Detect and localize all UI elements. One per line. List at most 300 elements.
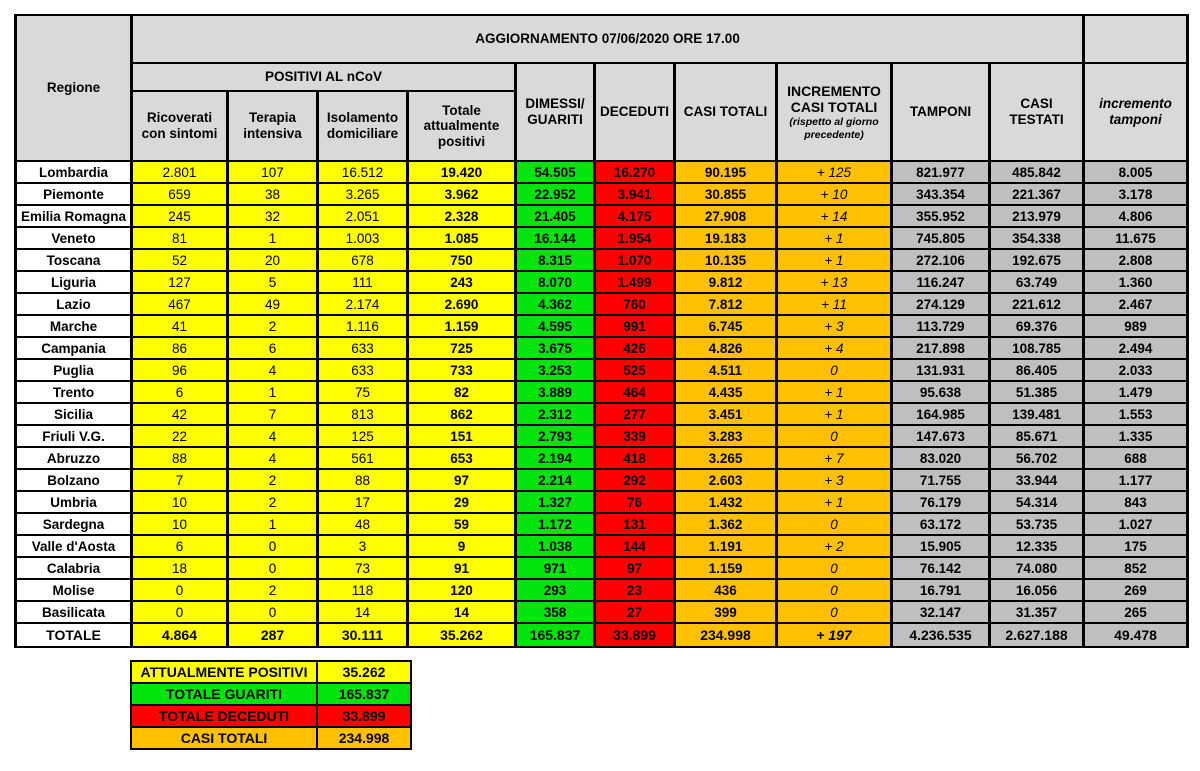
region-label: Abruzzo xyxy=(16,447,132,469)
cell-deceduti: 292 xyxy=(595,469,675,491)
cell-isolamento-domiciliare: 17 xyxy=(318,491,408,513)
cell-deceduti: 1.954 xyxy=(595,227,675,249)
cell-dimessi-guariti: 2.312 xyxy=(516,403,595,425)
cell-dimessi-guariti: 2.214 xyxy=(516,469,595,491)
cell-ricoverati-sintomi: 41 xyxy=(132,315,228,337)
cell-isolamento-domiciliare: 88 xyxy=(318,469,408,491)
table-row xyxy=(16,381,1188,403)
table-row xyxy=(16,491,1188,513)
cell-casi-totali: 19.183 xyxy=(675,227,777,249)
cell-tamponi: 272.106 xyxy=(892,249,990,271)
cell-terapia-intensiva: 38 xyxy=(228,183,318,205)
cell-ricoverati-sintomi: 10 xyxy=(132,513,228,535)
cell-terapia-intensiva: 0 xyxy=(228,601,318,623)
region-label: Basilicata xyxy=(16,601,132,623)
cell-dimessi-guariti: 358 xyxy=(516,601,595,623)
cell-casi-testati: 86.405 xyxy=(990,359,1084,381)
cell-terapia-intensiva: 4 xyxy=(228,447,318,469)
cell-ricoverati-sintomi: 0 xyxy=(132,579,228,601)
cell-casi-totali: 1.362 xyxy=(675,513,777,535)
cell-incremento-tamponi: 175 xyxy=(1084,535,1188,557)
cell-tamponi: 15.905 xyxy=(892,535,990,557)
table-row xyxy=(16,205,1188,227)
table-row xyxy=(16,579,1188,601)
cell-deceduti: 426 xyxy=(595,337,675,359)
table-row xyxy=(16,315,1188,337)
cell-dimessi-guariti: 165.837 xyxy=(516,623,595,647)
cell-incremento-tamponi: 8.005 xyxy=(1084,161,1188,183)
cell-casi-testati: 2.627.188 xyxy=(990,623,1084,647)
cell-terapia-intensiva: 7 xyxy=(228,403,318,425)
summary-label-attualmente-positivi: ATTUALMENTE POSITIVI xyxy=(131,661,317,683)
cell-dimessi-guariti: 3.889 xyxy=(516,381,595,403)
cell-tamponi: 343.354 xyxy=(892,183,990,205)
cell-incremento-casi: + 3 xyxy=(777,469,892,491)
cell-totale-positivi: 9 xyxy=(408,535,516,557)
region-label: Lombardia xyxy=(16,161,132,183)
column-header-tamponi: TAMPONI xyxy=(892,63,990,161)
cell-ricoverati-sintomi: 2.801 xyxy=(132,161,228,183)
incremento-casi-title: INCREMENTO CASI TOTALI xyxy=(787,82,881,115)
cell-casi-testati: 12.335 xyxy=(990,535,1084,557)
cell-ricoverati-sintomi: 0 xyxy=(132,601,228,623)
table-row xyxy=(16,359,1188,381)
column-header-dimessi-guariti: DIMESSI/ GUARITI xyxy=(516,63,595,161)
cell-deceduti: 991 xyxy=(595,315,675,337)
cell-incremento-tamponi: 2.033 xyxy=(1084,359,1188,381)
cell-dimessi-guariti: 2.793 xyxy=(516,425,595,447)
cell-totale-positivi: 1.085 xyxy=(408,227,516,249)
summary-label-totale-guariti: TOTALE GUARITI xyxy=(131,683,317,705)
cell-incremento-casi: 0 xyxy=(777,513,892,535)
cell-dimessi-guariti: 54.505 xyxy=(516,161,595,183)
cell-deceduti: 760 xyxy=(595,293,675,315)
cell-dimessi-guariti: 8.315 xyxy=(516,249,595,271)
cell-isolamento-domiciliare: 2.051 xyxy=(318,205,408,227)
cell-dimessi-guariti: 1.172 xyxy=(516,513,595,535)
cell-totale-positivi: 91 xyxy=(408,557,516,579)
column-header-deceduti: DECEDUTI xyxy=(595,63,675,161)
summary-row-totale-deceduti xyxy=(131,705,411,727)
cell-tamponi: 95.638 xyxy=(892,381,990,403)
table-row xyxy=(16,249,1188,271)
cell-terapia-intensiva: 49 xyxy=(228,293,318,315)
cell-tamponi: 83.020 xyxy=(892,447,990,469)
cell-isolamento-domiciliare: 1.116 xyxy=(318,315,408,337)
cell-casi-testati: 74.080 xyxy=(990,557,1084,579)
cell-casi-testati: 63.749 xyxy=(990,271,1084,293)
cell-incremento-casi: + 7 xyxy=(777,447,892,469)
corner-spacer xyxy=(1084,15,1188,63)
cell-terapia-intensiva: 2 xyxy=(228,315,318,337)
region-label: Campania xyxy=(16,337,132,359)
table-row xyxy=(16,161,1188,183)
cell-deceduti: 144 xyxy=(595,535,675,557)
region-label: Valle d'Aosta xyxy=(16,535,132,557)
cell-terapia-intensiva: 6 xyxy=(228,337,318,359)
cell-casi-testati: 139.481 xyxy=(990,403,1084,425)
table-row xyxy=(16,403,1188,425)
cell-incremento-casi: 0 xyxy=(777,359,892,381)
cell-totale-positivi: 14 xyxy=(408,601,516,623)
cell-incremento-casi: + 1 xyxy=(777,227,892,249)
cell-incremento-casi: + 1 xyxy=(777,249,892,271)
cell-totale-positivi: 151 xyxy=(408,425,516,447)
cell-tamponi: 274.129 xyxy=(892,293,990,315)
summary-label-totale-deceduti: TOTALE DECEDUTI xyxy=(131,705,317,727)
cell-casi-testati: 192.675 xyxy=(990,249,1084,271)
cell-tamponi: 71.755 xyxy=(892,469,990,491)
cell-incremento-tamponi: 1.553 xyxy=(1084,403,1188,425)
cell-casi-totali: 90.195 xyxy=(675,161,777,183)
cell-totale-positivi: 19.420 xyxy=(408,161,516,183)
cell-deceduti: 4.175 xyxy=(595,205,675,227)
cell-casi-testati: 33.944 xyxy=(990,469,1084,491)
cell-dimessi-guariti: 293 xyxy=(516,579,595,601)
cell-terapia-intensiva: 1 xyxy=(228,381,318,403)
cell-ricoverati-sintomi: 6 xyxy=(132,381,228,403)
cell-incremento-casi: + 197 xyxy=(777,623,892,647)
cell-ricoverati-sintomi: 467 xyxy=(132,293,228,315)
table-row xyxy=(16,183,1188,205)
column-header-totale-positivi: Totale attualmente positivi xyxy=(408,91,516,161)
cell-isolamento-domiciliare: 561 xyxy=(318,447,408,469)
table-row xyxy=(16,425,1188,447)
table-row xyxy=(16,513,1188,535)
cell-casi-testati: 53.735 xyxy=(990,513,1084,535)
cell-tamponi: 76.142 xyxy=(892,557,990,579)
cell-casi-testati: 69.376 xyxy=(990,315,1084,337)
cell-tamponi: 4.236.535 xyxy=(892,623,990,647)
cell-incremento-tamponi: 1.360 xyxy=(1084,271,1188,293)
cell-totale-positivi: 862 xyxy=(408,403,516,425)
summary-value-attualmente-positivi: 35.262 xyxy=(317,661,411,683)
region-label: Toscana xyxy=(16,249,132,271)
cell-isolamento-domiciliare: 14 xyxy=(318,601,408,623)
cell-terapia-intensiva: 32 xyxy=(228,205,318,227)
cell-tamponi: 63.172 xyxy=(892,513,990,535)
cell-isolamento-domiciliare: 678 xyxy=(318,249,408,271)
cell-isolamento-domiciliare: 75 xyxy=(318,381,408,403)
cell-casi-testati: 31.357 xyxy=(990,601,1084,623)
cell-deceduti: 525 xyxy=(595,359,675,381)
cell-dimessi-guariti: 22.952 xyxy=(516,183,595,205)
cell-tamponi: 217.898 xyxy=(892,337,990,359)
cell-incremento-casi: + 10 xyxy=(777,183,892,205)
cell-isolamento-domiciliare: 16.512 xyxy=(318,161,408,183)
cell-ricoverati-sintomi: 42 xyxy=(132,403,228,425)
cell-ricoverati-sintomi: 245 xyxy=(132,205,228,227)
cell-incremento-casi: 0 xyxy=(777,557,892,579)
cell-isolamento-domiciliare: 111 xyxy=(318,271,408,293)
cell-ricoverati-sintomi: 127 xyxy=(132,271,228,293)
cell-isolamento-domiciliare: 48 xyxy=(318,513,408,535)
cell-deceduti: 76 xyxy=(595,491,675,513)
cell-deceduti: 1.499 xyxy=(595,271,675,293)
cell-ricoverati-sintomi: 81 xyxy=(132,227,228,249)
region-label: Molise xyxy=(16,579,132,601)
cell-dimessi-guariti: 8.070 xyxy=(516,271,595,293)
region-label: Trento xyxy=(16,381,132,403)
cell-ricoverati-sintomi: 6 xyxy=(132,535,228,557)
cell-dimessi-guariti: 3.675 xyxy=(516,337,595,359)
cell-incremento-casi: + 2 xyxy=(777,535,892,557)
table-row xyxy=(16,227,1188,249)
cell-totale-positivi: 29 xyxy=(408,491,516,513)
region-label: TOTALE xyxy=(16,623,132,647)
cell-casi-totali: 436 xyxy=(675,579,777,601)
cell-dimessi-guariti: 4.362 xyxy=(516,293,595,315)
cell-deceduti: 16.270 xyxy=(595,161,675,183)
cell-incremento-casi: + 1 xyxy=(777,403,892,425)
cell-deceduti: 97 xyxy=(595,557,675,579)
cell-ricoverati-sintomi: 7 xyxy=(132,469,228,491)
table-row xyxy=(16,337,1188,359)
cell-incremento-tamponi: 269 xyxy=(1084,579,1188,601)
summary-table xyxy=(130,660,412,750)
table-row xyxy=(16,601,1188,623)
region-label: Calabria xyxy=(16,557,132,579)
summary-row-attualmente-positivi xyxy=(131,661,411,683)
cell-tamponi: 116.247 xyxy=(892,271,990,293)
cell-tamponi: 32.147 xyxy=(892,601,990,623)
cell-isolamento-domiciliare: 1.003 xyxy=(318,227,408,249)
column-header-isolamento: Isolamento domiciliare xyxy=(318,91,408,161)
cell-incremento-tamponi: 11.675 xyxy=(1084,227,1188,249)
cell-tamponi: 164.985 xyxy=(892,403,990,425)
summary-row-casi-totali xyxy=(131,727,411,749)
cell-incremento-tamponi: 265 xyxy=(1084,601,1188,623)
cell-totale-positivi: 59 xyxy=(408,513,516,535)
cell-deceduti: 131 xyxy=(595,513,675,535)
cell-incremento-casi: + 125 xyxy=(777,161,892,183)
cell-tamponi: 16.791 xyxy=(892,579,990,601)
cell-incremento-tamponi: 852 xyxy=(1084,557,1188,579)
cell-terapia-intensiva: 107 xyxy=(228,161,318,183)
cell-dimessi-guariti: 2.194 xyxy=(516,447,595,469)
summary-value-totale-deceduti: 33.899 xyxy=(317,705,411,727)
cell-casi-totali: 1.159 xyxy=(675,557,777,579)
cell-incremento-tamponi: 688 xyxy=(1084,447,1188,469)
cell-isolamento-domiciliare: 30.111 xyxy=(318,623,408,647)
cell-casi-totali: 234.998 xyxy=(675,623,777,647)
cell-totale-positivi: 82 xyxy=(408,381,516,403)
cell-incremento-tamponi: 49.478 xyxy=(1084,623,1188,647)
cell-deceduti: 1.070 xyxy=(595,249,675,271)
cell-dimessi-guariti: 971 xyxy=(516,557,595,579)
cell-totale-positivi: 653 xyxy=(408,447,516,469)
cell-casi-totali: 10.135 xyxy=(675,249,777,271)
column-group-positivi: POSITIVI AL nCoV xyxy=(132,63,516,91)
cell-terapia-intensiva: 2 xyxy=(228,469,318,491)
cell-casi-testati: 85.671 xyxy=(990,425,1084,447)
table-row xyxy=(16,447,1188,469)
table-row xyxy=(16,293,1188,315)
column-header-incremento-casi xyxy=(777,63,892,161)
cell-incremento-tamponi: 1.027 xyxy=(1084,513,1188,535)
cell-incremento-casi: + 1 xyxy=(777,381,892,403)
cell-deceduti: 418 xyxy=(595,447,675,469)
cell-incremento-casi: + 4 xyxy=(777,337,892,359)
cell-deceduti: 277 xyxy=(595,403,675,425)
cell-isolamento-domiciliare: 633 xyxy=(318,337,408,359)
cell-casi-totali: 4.826 xyxy=(675,337,777,359)
cell-terapia-intensiva: 4 xyxy=(228,425,318,447)
cell-dimessi-guariti: 1.038 xyxy=(516,535,595,557)
cell-ricoverati-sintomi: 86 xyxy=(132,337,228,359)
region-label: Bolzano xyxy=(16,469,132,491)
cell-casi-totali: 6.745 xyxy=(675,315,777,337)
cell-casi-testati: 16.056 xyxy=(990,579,1084,601)
summary-value-casi-totali: 234.998 xyxy=(317,727,411,749)
cell-casi-testati: 54.314 xyxy=(990,491,1084,513)
cell-isolamento-domiciliare: 125 xyxy=(318,425,408,447)
cell-casi-totali: 7.812 xyxy=(675,293,777,315)
cell-terapia-intensiva: 2 xyxy=(228,491,318,513)
cell-totale-positivi: 2.328 xyxy=(408,205,516,227)
incremento-casi-note: (rispetto al giorno precedente) xyxy=(789,116,879,141)
banner-row xyxy=(16,15,1188,63)
cell-casi-totali: 1.191 xyxy=(675,535,777,557)
cell-totale-positivi: 725 xyxy=(408,337,516,359)
cell-incremento-tamponi: 1.335 xyxy=(1084,425,1188,447)
summary-label-casi-totali: CASI TOTALI xyxy=(131,727,317,749)
table-body xyxy=(16,161,1188,647)
cell-isolamento-domiciliare: 3 xyxy=(318,535,408,557)
cell-ricoverati-sintomi: 18 xyxy=(132,557,228,579)
region-label: Marche xyxy=(16,315,132,337)
cell-incremento-tamponi: 2.494 xyxy=(1084,337,1188,359)
cell-incremento-casi: + 11 xyxy=(777,293,892,315)
cell-deceduti: 464 xyxy=(595,381,675,403)
cell-totale-positivi: 750 xyxy=(408,249,516,271)
region-label: Sardegna xyxy=(16,513,132,535)
cell-incremento-tamponi: 1.479 xyxy=(1084,381,1188,403)
region-label: Emilia Romagna xyxy=(16,205,132,227)
column-header-ricoverati: Ricoverati con sintomi xyxy=(132,91,228,161)
cell-terapia-intensiva: 287 xyxy=(228,623,318,647)
cell-dimessi-guariti: 4.595 xyxy=(516,315,595,337)
cell-totale-positivi: 243 xyxy=(408,271,516,293)
column-header-casi-testati: CASI TESTATI xyxy=(990,63,1084,161)
cell-incremento-casi: + 13 xyxy=(777,271,892,293)
cell-ricoverati-sintomi: 88 xyxy=(132,447,228,469)
region-label: Sicilia xyxy=(16,403,132,425)
cell-deceduti: 33.899 xyxy=(595,623,675,647)
cell-casi-testati: 485.842 xyxy=(990,161,1084,183)
cell-casi-totali: 27.908 xyxy=(675,205,777,227)
cell-terapia-intensiva: 5 xyxy=(228,271,318,293)
cell-terapia-intensiva: 0 xyxy=(228,557,318,579)
cell-ricoverati-sintomi: 96 xyxy=(132,359,228,381)
region-label: Veneto xyxy=(16,227,132,249)
cell-isolamento-domiciliare: 813 xyxy=(318,403,408,425)
table-row xyxy=(16,271,1188,293)
table-row xyxy=(16,469,1188,491)
cell-casi-totali: 30.855 xyxy=(675,183,777,205)
cell-deceduti: 3.941 xyxy=(595,183,675,205)
cell-ricoverati-sintomi: 659 xyxy=(132,183,228,205)
cell-ricoverati-sintomi: 10 xyxy=(132,491,228,513)
cell-casi-testati: 51.385 xyxy=(990,381,1084,403)
region-label: Liguria xyxy=(16,271,132,293)
cell-isolamento-domiciliare: 118 xyxy=(318,579,408,601)
column-header-casi-totali: CASI TOTALI xyxy=(675,63,777,161)
cell-deceduti: 339 xyxy=(595,425,675,447)
region-label: Friuli V.G. xyxy=(16,425,132,447)
cell-casi-totali: 2.603 xyxy=(675,469,777,491)
cell-tamponi: 355.952 xyxy=(892,205,990,227)
column-header-terapia-intensiva: Terapia intensiva xyxy=(228,91,318,161)
cell-tamponi: 745.805 xyxy=(892,227,990,249)
covid-data-table xyxy=(14,14,1189,648)
cell-casi-testati: 221.367 xyxy=(990,183,1084,205)
cell-casi-totali: 4.511 xyxy=(675,359,777,381)
cell-ricoverati-sintomi: 4.864 xyxy=(132,623,228,647)
cell-terapia-intensiva: 1 xyxy=(228,513,318,535)
cell-casi-totali: 1.432 xyxy=(675,491,777,513)
cell-tamponi: 76.179 xyxy=(892,491,990,513)
cell-casi-testati: 108.785 xyxy=(990,337,1084,359)
cell-dimessi-guariti: 16.144 xyxy=(516,227,595,249)
cell-isolamento-domiciliare: 633 xyxy=(318,359,408,381)
table-row xyxy=(16,557,1188,579)
cell-incremento-casi: 0 xyxy=(777,425,892,447)
cell-deceduti: 27 xyxy=(595,601,675,623)
cell-totale-positivi: 35.262 xyxy=(408,623,516,647)
cell-casi-totali: 4.435 xyxy=(675,381,777,403)
region-label: Umbria xyxy=(16,491,132,513)
cell-casi-testati: 56.702 xyxy=(990,447,1084,469)
cell-totale-positivi: 1.159 xyxy=(408,315,516,337)
region-label: Piemonte xyxy=(16,183,132,205)
cell-tamponi: 147.673 xyxy=(892,425,990,447)
table-row xyxy=(16,535,1188,557)
cell-incremento-casi: 0 xyxy=(777,601,892,623)
cell-incremento-tamponi: 843 xyxy=(1084,491,1188,513)
cell-incremento-tamponi: 1.177 xyxy=(1084,469,1188,491)
region-label: Lazio xyxy=(16,293,132,315)
cell-incremento-tamponi: 3.178 xyxy=(1084,183,1188,205)
cell-isolamento-domiciliare: 3.265 xyxy=(318,183,408,205)
cell-deceduti: 23 xyxy=(595,579,675,601)
summary-value-totale-guariti: 165.837 xyxy=(317,683,411,705)
cell-dimessi-guariti: 1.327 xyxy=(516,491,595,513)
cell-casi-totali: 399 xyxy=(675,601,777,623)
cell-casi-testati: 213.979 xyxy=(990,205,1084,227)
cell-casi-totali: 3.283 xyxy=(675,425,777,447)
update-banner: AGGIORNAMENTO 07/06/2020 ORE 17.00 xyxy=(132,15,1084,63)
cell-tamponi: 131.931 xyxy=(892,359,990,381)
cell-incremento-tamponi: 2.808 xyxy=(1084,249,1188,271)
cell-totale-positivi: 97 xyxy=(408,469,516,491)
cell-totale-positivi: 733 xyxy=(408,359,516,381)
cell-terapia-intensiva: 0 xyxy=(228,535,318,557)
column-header-incremento-tamponi: incremento tamponi xyxy=(1084,63,1188,161)
cell-casi-totali: 3.265 xyxy=(675,447,777,469)
cell-ricoverati-sintomi: 52 xyxy=(132,249,228,271)
cell-incremento-tamponi: 4.806 xyxy=(1084,205,1188,227)
cell-terapia-intensiva: 1 xyxy=(228,227,318,249)
cell-incremento-tamponi: 989 xyxy=(1084,315,1188,337)
cell-totale-positivi: 2.690 xyxy=(408,293,516,315)
cell-isolamento-domiciliare: 2.174 xyxy=(318,293,408,315)
cell-isolamento-domiciliare: 73 xyxy=(318,557,408,579)
cell-tamponi: 113.729 xyxy=(892,315,990,337)
cell-dimessi-guariti: 21.405 xyxy=(516,205,595,227)
cell-dimessi-guariti: 3.253 xyxy=(516,359,595,381)
cell-terapia-intensiva: 4 xyxy=(228,359,318,381)
